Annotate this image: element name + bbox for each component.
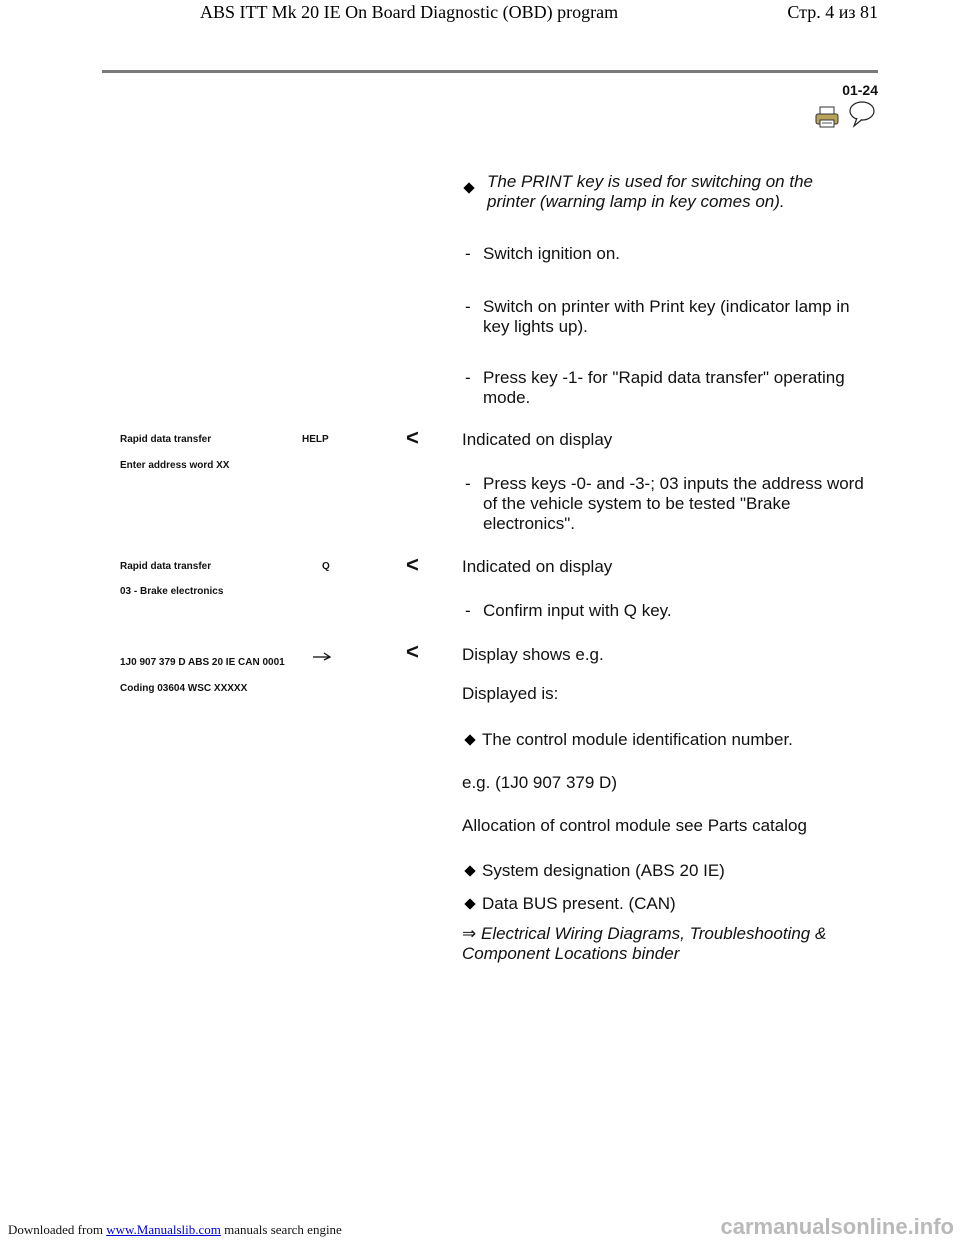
diamond-bullet-icon (464, 734, 475, 745)
step-confirm-q: - Confirm input with Q key. (465, 601, 672, 620)
display1-line2: Enter address word XX (120, 460, 230, 471)
bullet-identification: The control module identification number. (466, 730, 866, 750)
display2-line2: 03 - Brake electronics (120, 586, 224, 597)
diamond-bullet-icon (464, 865, 475, 876)
right-arrow-icon (312, 649, 332, 661)
print-key-note: The PRINT key is used for switching on the printer (warning lamp in key comes on). (465, 172, 865, 212)
indicated-on-display-2: Indicated on display (462, 557, 613, 576)
diamond-bullet-icon (464, 898, 475, 909)
step-printer: - Switch on printer with Print key (indicator lamp in key lights up). (465, 297, 850, 336)
displayed-is: Displayed is: (462, 684, 559, 703)
double-arrow-icon: ⇒ (462, 924, 477, 943)
footer-download-note: Downloaded from www.Manualslib.com manuals search engine (8, 1222, 342, 1237)
bullet-data-bus: Data BUS present. (CAN) (466, 894, 866, 914)
indicated-on-display-1: Indicated on display (462, 430, 613, 449)
document-title: ABS ITT Mk 20 IE On Board Diagnostic (OBD) program (200, 2, 619, 22)
step-address-word: - Press keys -0- and -3-; 03 inputs the address word of the vehicle system to be tested "Brake electronics". (465, 474, 864, 533)
display3-line2: Coding 03604 WSC XXXXX (120, 683, 248, 694)
header-rule (102, 70, 878, 73)
display1-line1-left: Rapid data transfer (120, 434, 212, 445)
display2-line1-right: Q (322, 561, 330, 572)
step-rapid-mode: - Press key -1- for "Rapid data transfer" operating mode. (465, 368, 845, 407)
page-number: 01-24 (842, 82, 878, 98)
speech-bubble-icon[interactable] (848, 100, 876, 128)
left-arrow-icon: < (406, 425, 419, 450)
step-ignition: - Switch ignition on. (465, 244, 621, 263)
printer-icon[interactable] (815, 106, 839, 128)
wiring-reference-link[interactable]: ⇒ Electrical Wiring Diagrams, Troubleshooting & Component Locations binder (462, 924, 827, 963)
display-shows: Display shows e.g. (462, 645, 604, 664)
manualslib-link[interactable]: www.Manualslib.com (106, 1222, 221, 1237)
example-part-number: e.g. (1J0 907 379 D) (462, 773, 617, 792)
display1-line1-right: HELP (302, 434, 329, 445)
diamond-bullet-icon (463, 182, 474, 193)
display3-line1: 1J0 907 379 D ABS 20 IE CAN 0001 (120, 657, 285, 668)
left-arrow-icon: < (406, 639, 419, 664)
page-indicator: Стр. 4 из 81 (787, 2, 878, 22)
allocation-note: Allocation of control module see Parts catalog (462, 816, 807, 835)
left-arrow-icon: < (406, 552, 419, 577)
watermark: carmanualsonline.info (720, 1214, 954, 1239)
display2-line1-left: Rapid data transfer (120, 561, 212, 572)
bullet-system-designation: System designation (ABS 20 IE) (466, 861, 866, 881)
